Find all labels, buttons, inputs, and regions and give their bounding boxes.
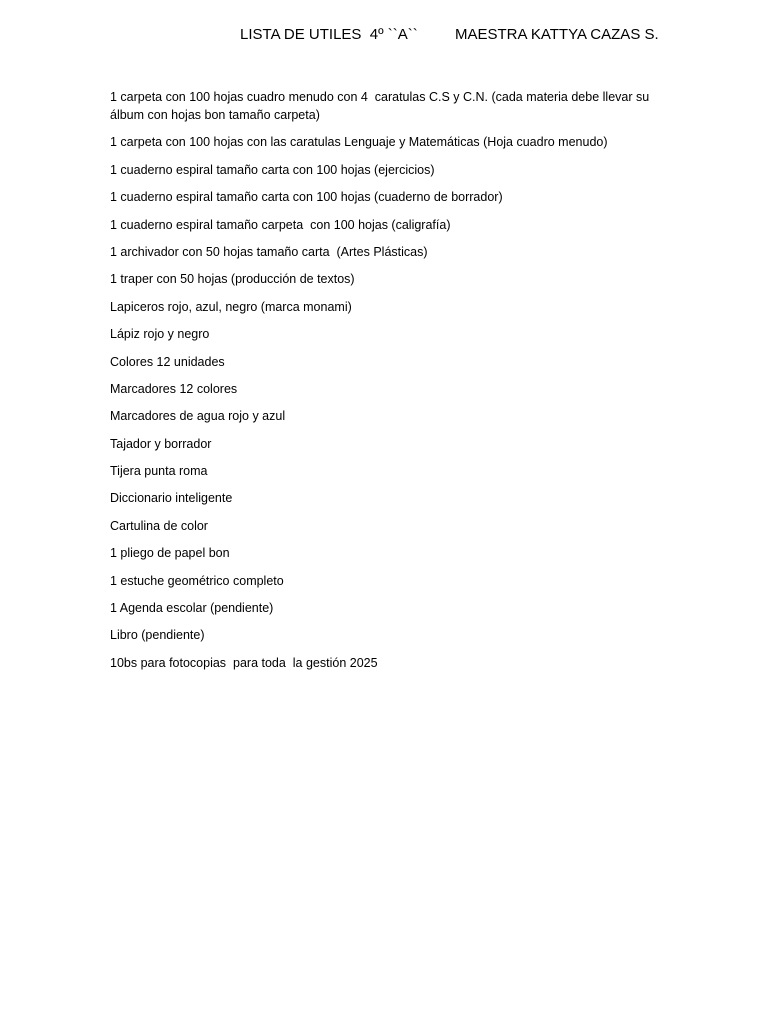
document-header (240, 26, 740, 50)
list-item: Marcadores 12 colores (110, 381, 238, 396)
list-item: 1 archivador con 50 hojas tamaño carta (Artes Plásticas) (110, 244, 428, 259)
list-item: 1 cuaderno espiral tamaño carta con 100 hojas (cuaderno de borrador) (110, 190, 503, 205)
list-item: 1 cuaderno espiral tamaño carpeta con 100 hojas (caligrafía) (110, 217, 451, 232)
list-item: 1 pliego de papel bon (110, 546, 230, 561)
list-item: Libro (pendiente) (110, 628, 205, 643)
teacher-name: MAESTRA KATTYA CAZAS S. (455, 26, 659, 43)
list-item: Colores 12 unidades (110, 354, 225, 369)
list-title: LISTA DE UTILES 4º ``A`` (240, 26, 418, 43)
list-item: Tijera punta roma (110, 464, 208, 479)
list-item: 1 Agenda escolar (pendiente) (110, 601, 274, 616)
list-item: 1 carpeta con 100 hojas con las caratulas Lenguaje y Matemáticas (Hoja cuadro menudo) (110, 135, 608, 150)
supply-list (110, 88, 670, 681)
list-item: 10bs para fotocopias para toda la gestión 2025 (110, 655, 378, 670)
list-item: 1 estuche geométrico completo (110, 573, 284, 588)
list-item: Marcadores de agua rojo y azul (110, 409, 286, 424)
list-item: 1 carpeta con 100 hojas cuadro menudo con 4 caratulas C.S y C.N. (cada materia debe llevar su álbum con hojas bon tamaño carpeta) (110, 90, 653, 122)
list-item: Tajador y borrador (110, 436, 212, 451)
list-item: Cartulina de color (110, 518, 208, 533)
list-item: 1 traper con 50 hojas (producción de textos) (110, 272, 355, 287)
list-item: Lápiz rojo y negro (110, 327, 210, 342)
list-item: Diccionario inteligente (110, 491, 233, 506)
list-item: 1 cuaderno espiral tamaño carta con 100 hojas (ejercicios) (110, 162, 435, 177)
list-item: Lapiceros rojo, azul, negro (marca monami) (110, 299, 352, 314)
